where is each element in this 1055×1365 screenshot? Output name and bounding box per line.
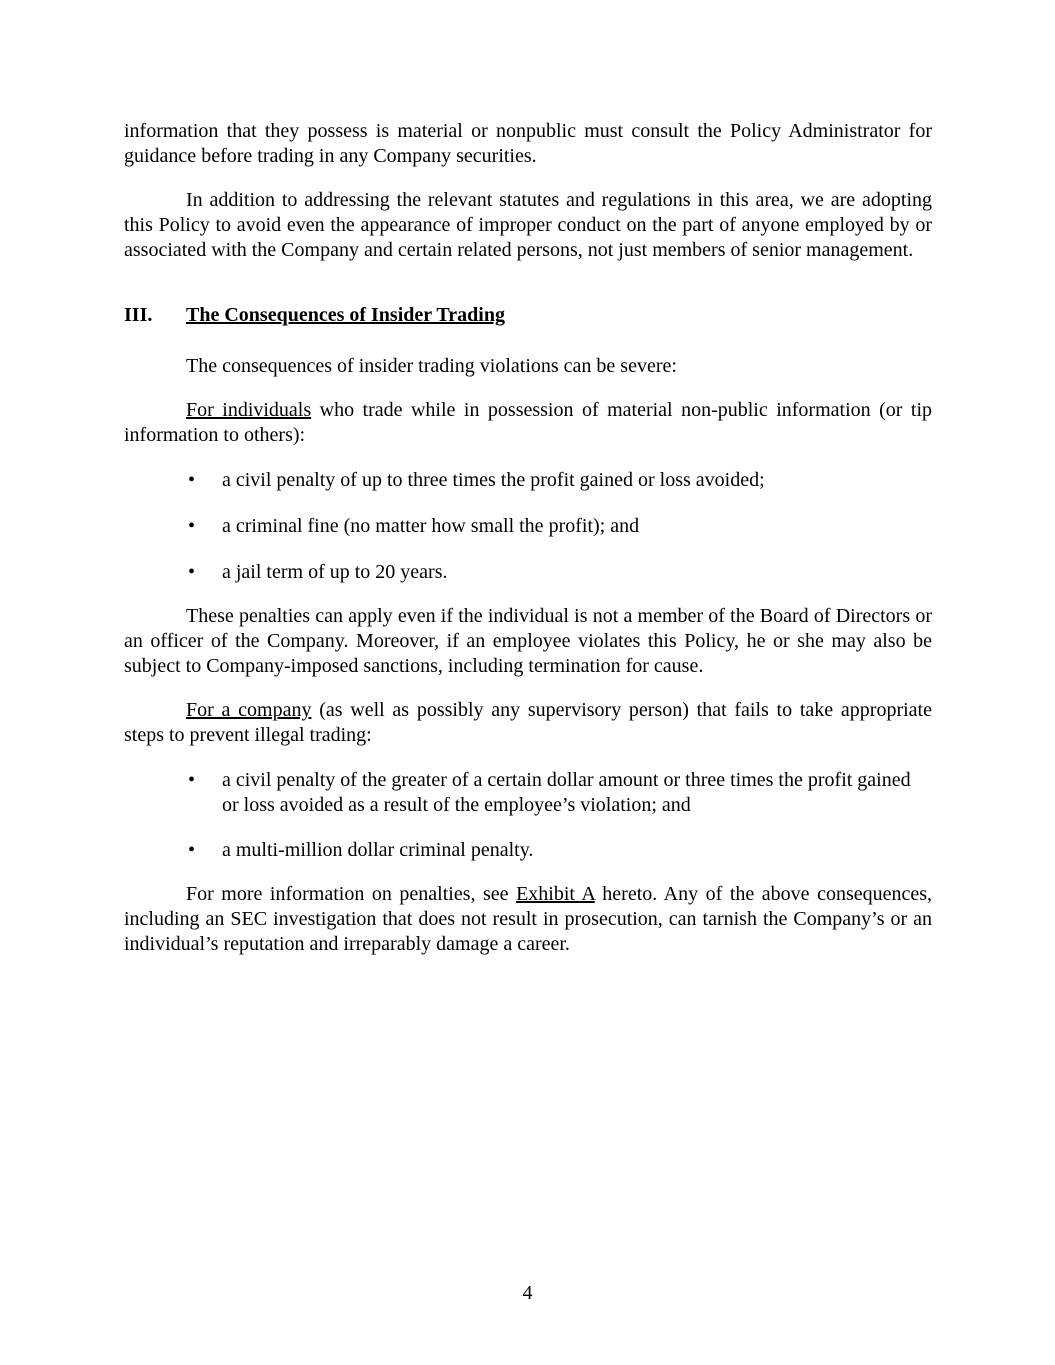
bullet-list-company	[124, 768, 932, 863]
exhibit-a-reference: Exhibit A	[516, 883, 595, 905]
list-item-text: a civil penalty of the greater of a certain dollar amount or three times the profit gained or loss avoided as a result of the employee’s violation; and	[222, 769, 911, 816]
for-a-company-rest: (as well as possibly any supervisory person) that fails to take appropriate steps to prevent illegal trading:	[124, 699, 932, 746]
para-in-addition: In addition to addressing the relevant statutes and regulations in this area, we are adopting this Policy to avoid even the appearance of improper conduct on the part of anyone employed by or associated with the Company and certain related persons, not just members of senior management.	[124, 189, 932, 261]
list-item	[124, 514, 932, 539]
for-individuals-lead: For individuals	[186, 399, 312, 421]
list-item-text: a jail term of up to 20 years.	[222, 561, 448, 583]
list-item	[124, 560, 932, 585]
list-item	[124, 468, 932, 493]
for-individuals-rest: who trade while in possession of material non-public information (or tip information to others):	[124, 399, 933, 446]
more-info-after: hereto. Any of the above consequences, including an SEC investigation that does not result in prosecution, can tarnish the Company’s or an individual’s reputation and irreparably damage a career.	[124, 883, 933, 955]
list-item	[124, 768, 932, 818]
list-item	[124, 838, 932, 863]
bullet-icon: •	[188, 515, 196, 537]
para-these-penalties: These penalties can apply even if the individual is not a member of the Board of Directors or an officer of the Company. Moreover, if an employee violates this Policy, he or she may also be subject to Company-imposed sanctions, including termination for cause.	[124, 605, 932, 677]
list-item-text: a civil penalty of up to three times the profit gained or loss avoided;	[222, 469, 765, 491]
para-policy-administrator: information that they possess is material or nonpublic must consult the Policy Administrator for guidance before trading in any Company securities.	[124, 120, 932, 167]
section-heading	[124, 303, 932, 328]
list-item-text: a criminal fine (no matter how small the profit); and	[222, 515, 640, 537]
para-for-a-company	[124, 698, 932, 748]
bullet-icon: •	[188, 769, 196, 791]
para-for-individuals	[124, 398, 932, 448]
para-more-information	[124, 882, 932, 957]
bullet-icon: •	[188, 839, 196, 861]
bullet-list-individuals	[124, 468, 932, 585]
section-number: III.	[124, 304, 153, 326]
page-number: 4	[522, 1282, 533, 1304]
more-info-before: For more information on penalties, see	[186, 883, 517, 905]
bullet-icon: •	[188, 561, 196, 583]
for-a-company-lead: For a company	[186, 699, 312, 721]
section-title: The Consequences of Insider Trading	[186, 304, 505, 326]
bullet-icon: •	[188, 469, 196, 491]
para-consequences-intro: The consequences of insider trading violations can be severe:	[186, 355, 677, 377]
list-item-text: a multi-million dollar criminal penalty.	[222, 839, 534, 861]
